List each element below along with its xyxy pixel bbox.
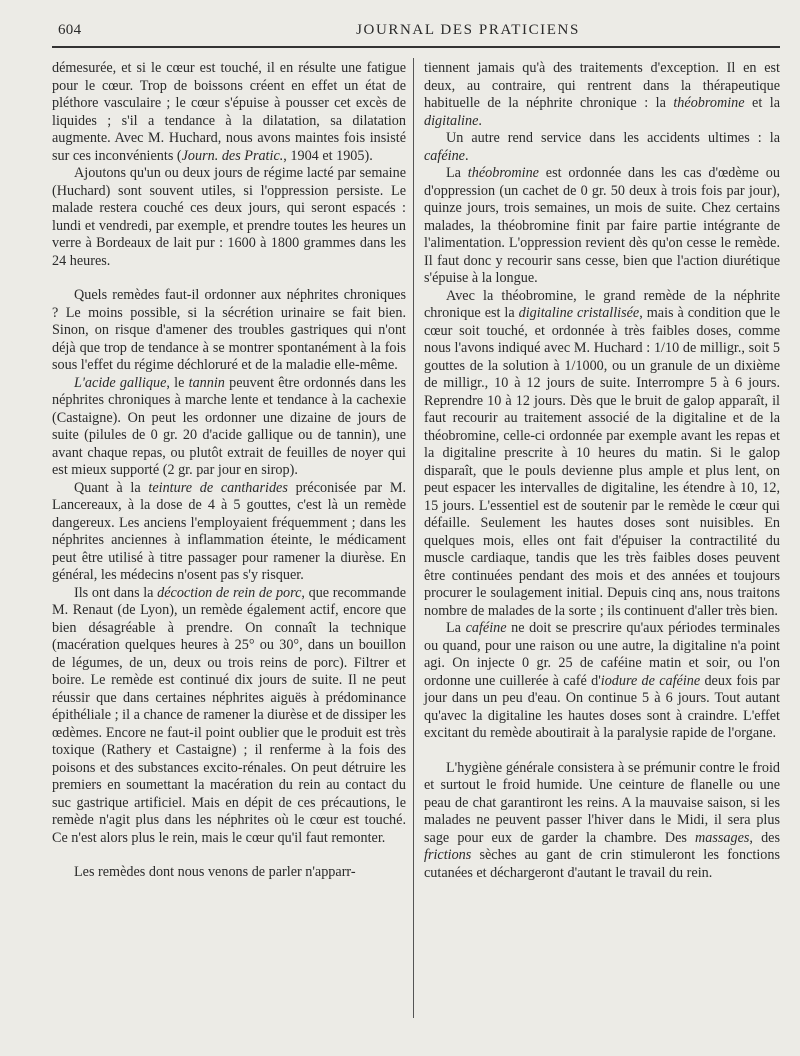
paragraph: La caféine ne doit se prescrire qu'aux périodes terminales ou quand, pour une raison ou une autre, la digitaline n'a point agi. On injecte 0 gr. 25 de caféine matin et soir, ou l'on ordonne une cuillerée à café d'iodure de caféine deux fois par jour dans un peu d'eau. On continue 5 à 6 jours. Tout autant qu'avec la digitaline les hautes doses sont à craindre. L'effet excitant du remède aboutirait à la paralysie rapide de l'organe. [424, 620, 780, 741]
paragraph: La théobromine est ordonnée dans les cas d'œdème ou d'oppression (un cachet de 0 gr. 50 deux à trois fois par jour), quinze jours, trois semaines, un mois de suite. Chez certains malades, la théobromine finit par faire partie intégrante de l'alimentation. L'oppression revient dès qu'on cesse le remède. Il faut donc y recourir sans cesse, bien que l'action diurétique s'épuise à la longue. [424, 165, 780, 286]
paragraph: Un autre rend service dans les accidents ultimes : la caféine. [424, 130, 780, 164]
paragraph: Ils ont dans la décoction de rein de porc, que recommande M. Renaut (de Lyon), un remède également actif, encore que bien désagréable à prendre. On connaît la technique (macération quelques heures à 25° ou 30°, dans un bouillon de légumes, de un, deux ou trois reins de porc). Filtrer et boire. Le remède est continué dix jours de suite. Il ne peut réussir que dans certaines néphrites aiguës à prédominance épithéliale ; il a chance de ramener la diurèse et de dissiper les œdèmes. Encore ne faut-il point oublier que le produit est très toxique (Rathery et Castaigne) ; il renferme à la fois des poisons et des substances excito-rénales. On peut détruire les premiers en soumettant la macération du rein au contact du suc gastrique artificiel. Mais en dépit de ces précautions, le remède n'agit plus dans les néphrites où le cœur est touché. Ce n'est alors plus le rein, mais le cœur qu'il faut remonter. [52, 584, 406, 846]
page-header [58, 22, 778, 44]
left-column [52, 60, 406, 882]
right-column [424, 60, 780, 882]
paragraph: Quant à la teinture de cantharides préconisée par M. Lancereaux, à la dose de 4 à 5 gouttes, c'est là un remède dangereux. Les anciens l'employaient fréquemment ; dans les néphrites anciennes à inflammation éteinte, le médicament peut être utilisé à titre passager pour ramener la diurèse. En général, les médecins n'osent pas s'y risquer. [52, 479, 406, 583]
column-divider [413, 58, 414, 1018]
paragraph: démesurée, et si le cœur est touché, il en résulte une fatigue pour le cœur. Trop de boissons créent en effet un état de pléthore vasculaire ; le cœur s'épuise à pousser cet excès de liquides ; s'il a tendance à la dilatation, sa dilatation augmente. Avec M. Huchard, nous avons maintes fois insisté sur ces inconvénients (Journ. des Pratic., 1904 et 1905). [52, 60, 406, 164]
page-number: 604 [58, 22, 82, 38]
paragraph: L'acide gallique, le tannin peuvent être ordonnés dans les néphrites chroniques à marche lente et tendance à la cachexie (Castaigne). On peut les ordonner une dizaine de jours de suite (pilules de 0 gr. 20 d'acide gallique ou de tannin), une avant chaque repas, ou plutôt extrait de feuilles de noyer qui est mieux supporté (2 gr. par jour en sirop). [52, 374, 406, 478]
paragraph: L'hygiène générale consistera à se prémunir contre le froid et surtout le froid humide. Une ceinture de flanelle ou une peau de chat garantiront les reins. A la mauvaise saison, si les malades ne peuvent passer l'hiver dans le Midi, il sera plus sage pour eux de garder la chambre. Des massages, des frictions sèches au gant de crin stimuleront les fonctions cutanées et déchargeront d'autant le travail du rein. [424, 759, 780, 881]
paragraph: Ajoutons qu'un ou deux jours de régime lacté par semaine (Huchard) sont souvent utiles, si l'oppression persiste. Le malade restera couché ces deux jours, qui seront espacés : lundi et vendredi, par exemple, et prendre toutes les heures un verre à Bordeaux de lait pur : 1600 à 1800 grammes dans les 24 heures. [52, 165, 406, 269]
paragraph: Les remèdes dont nous venons de parler n'apparr- [74, 864, 356, 880]
journal-title: JOURNAL DES PRATICIENS [356, 22, 580, 38]
paragraph: Quels remèdes faut-il ordonner aux néphrites chroniques ? Le moins possible, si la sécrétion urinaire se fait bien. Sinon, on risque d'amener des troubles gastriques qui n'ont déjà que trop de tendance à se montrer spontanément à la fois sous l'effet du régime déchloruré et de la maladie elle-même. [52, 287, 406, 373]
paragraph: tiennent jamais qu'à des traitements d'exception. Il en est deux, au contraire, qui rentrent dans la thérapeutique habituelle de la néphrite chronique : la théobromine et la digitaline. [424, 60, 780, 129]
header-rule [52, 46, 780, 48]
paragraph: Avec la théobromine, le grand remède de la néphrite chronique est la digitaline cristallisée, mais à condition que le cœur soit touché, et ordonnée à très faibles doses, comme nous l'avons indiqué avec M. Huchard : 1/10 de milligr., soit 5 gouttes de la solution à 1/1000, ou un granule de un dixième de milligr., 10 à 12 jours de suite. Interrompre 5 à 6 jours. Reprendre 10 à 12 jours. Dès que le bruit de galop apparaît, il faut recourir au traitement associé de la digitaline et de la théobromine, celle-ci ordonnée par exemple avant les repas et la digitaline prescrite à 10 heures du matin. Si le galop disparaît, que le pouls devienne plus ample et plus lent, on peut espacer les intervalles de digitaline, les étendre à 10, 12, 15 jours. L'essentiel est de soutenir par le remède le cœur qui défaille. Seulement les hautes doses sont nuisibles. En quelques mois, elles ont fait d'épuiser la contractilité du muscle cardiaque, tandis que les très faibles doses peuvent être continuées pendant des mois et des années et toujours procurer le soulagement initial. Depuis cinq ans, nous traitons nombre de malades de la sorte ; ils continuent d'aller très bien. [424, 287, 780, 619]
